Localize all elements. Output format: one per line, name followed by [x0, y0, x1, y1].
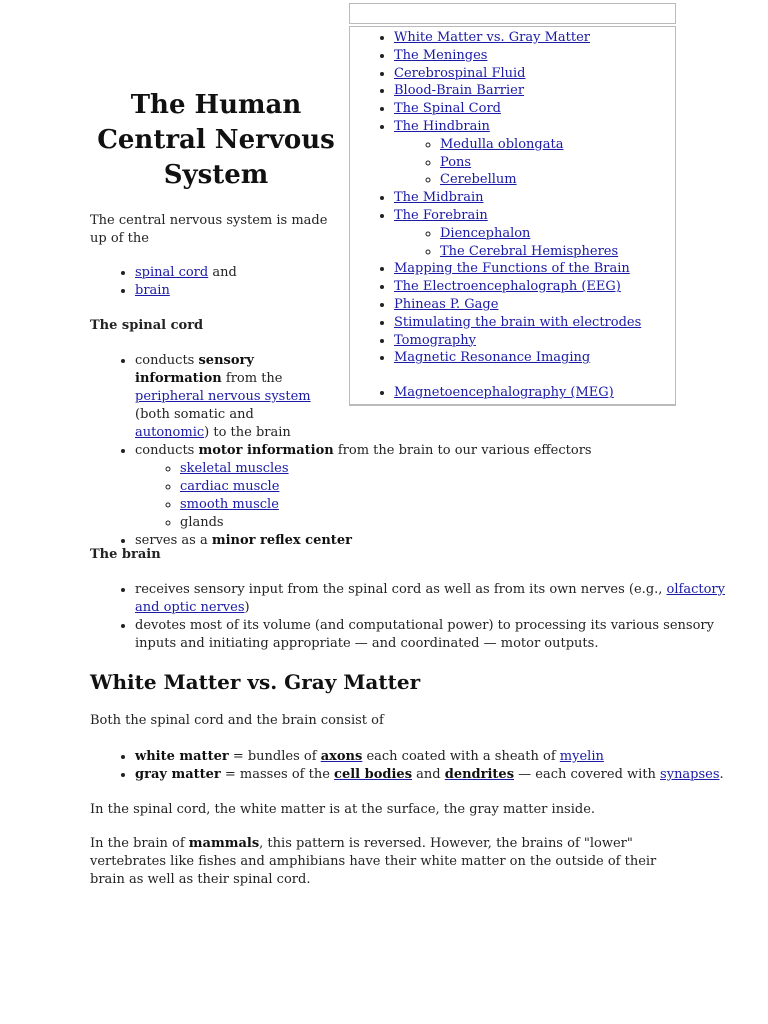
list-item: [180, 478, 735, 496]
toc-sublink[interactable]: The Cerebral Hemispheres: [440, 243, 619, 259]
text: .: [719, 767, 724, 782]
spinal-cord-link[interactable]: spinal cord: [135, 265, 209, 280]
toc-subitem: [440, 171, 675, 189]
text: , this pattern is reversed. However, the brains of "lower" vertebrates like fishes and amphibians have their white matter on the outside of their brain as well as their spinal cord.: [90, 836, 657, 887]
toc-link[interactable]: The Midbrain: [394, 190, 484, 206]
toc-item: [394, 260, 675, 278]
toc-sublist: [394, 225, 675, 261]
toc-sublink[interactable]: Diencephalon: [440, 225, 531, 241]
text: each coated with a sheath of: [362, 749, 560, 764]
text: (both somatic and: [135, 407, 254, 422]
and-text: and: [208, 265, 237, 280]
list-item: [180, 496, 735, 514]
olfactory-optic-nerves-link[interactable]: olfactory and optic nerves: [135, 582, 725, 615]
toc-item: [394, 65, 675, 83]
brain-list: [90, 581, 735, 653]
text: ): [244, 600, 250, 615]
wm-intro-text: Both the spinal cord and the brain consist of: [90, 713, 384, 728]
toc-header-box: [349, 3, 676, 24]
bold-text: motor information: [198, 443, 334, 458]
toc-link[interactable]: The Forebrain: [394, 207, 488, 223]
brain-link[interactable]: brain: [135, 283, 170, 298]
synapses-link[interactable]: synapses: [660, 767, 720, 782]
cell-bodies-text: cell bodies: [334, 767, 413, 782]
toc-item: [394, 314, 675, 332]
intro-list: [90, 264, 385, 300]
list-item: [135, 442, 735, 532]
text: = masses of the: [220, 767, 335, 782]
text: In the brain of: [90, 836, 189, 851]
text: — each covered with: [514, 767, 661, 782]
toc-subitem: [440, 243, 675, 261]
paragraph: [90, 835, 690, 889]
toc-item: [394, 118, 675, 189]
autonomic-link[interactable]: autonomic: [135, 425, 205, 440]
peripheral-nervous-system-link[interactable]: peripheral nervous system: [135, 389, 311, 404]
list-item: [180, 460, 735, 478]
brain-label: The brain: [90, 547, 161, 562]
bold-text: white matter: [135, 749, 229, 764]
bold-text: gray matter: [135, 767, 221, 782]
axons-link[interactable]: [321, 749, 363, 764]
dendrites-text: dendrites: [444, 767, 515, 782]
text: conducts: [135, 353, 199, 368]
toc-sublink[interactable]: Pons: [440, 154, 472, 170]
list-item: [135, 264, 385, 282]
toc-item: [394, 100, 675, 118]
toc-link[interactable]: Magnetoencephalography (MEG): [394, 385, 614, 401]
toc-link[interactable]: Tomography: [394, 332, 476, 348]
list-item: [135, 748, 735, 766]
list-item: [135, 352, 735, 442]
myelin-link[interactable]: myelin: [559, 749, 604, 764]
text: receives sensory input from the spinal cord as well as from its own nerves (e.g.,: [135, 582, 667, 597]
list-item: [135, 282, 385, 300]
toc-link[interactable]: The Spinal Cord: [394, 101, 501, 117]
skeletal-muscles-link[interactable]: skeletal muscles: [180, 461, 289, 476]
toc-item: [394, 207, 675, 260]
table-of-contents: [347, 0, 678, 406]
white-gray-matter-heading: White Matter vs. Gray Matter: [90, 670, 421, 694]
toc-sublink[interactable]: Cerebellum: [440, 172, 517, 188]
toc-link[interactable]: The Electroencephalograph (EEG): [394, 279, 621, 295]
toc-link[interactable]: Magnetic Resonance Imaging: [394, 350, 591, 366]
glands-text: glands: [180, 515, 224, 530]
toc-item: [394, 278, 675, 296]
toc-item: [394, 332, 675, 350]
toc-link[interactable]: The Meninges: [394, 47, 488, 63]
toc-link[interactable]: Mapping the Functions of the Brain: [394, 261, 630, 277]
matter-list: [90, 748, 735, 784]
toc-item: [394, 189, 675, 207]
toc-subitem: [440, 225, 675, 243]
cardiac-muscle-link[interactable]: cardiac muscle: [180, 479, 280, 494]
text: = bundles of: [228, 749, 321, 764]
toc-list-box: [349, 26, 676, 406]
toc-link[interactable]: White Matter vs. Gray Matter: [394, 30, 591, 45]
toc-sublist: [394, 136, 675, 189]
list-item: [180, 514, 735, 532]
text: from the: [221, 371, 283, 386]
toc-link[interactable]: The Hindbrain: [394, 118, 490, 134]
smooth-muscle-link[interactable]: smooth muscle: [180, 497, 279, 512]
text: and: [412, 767, 445, 782]
spinal-cord-label: The spinal cord: [90, 318, 204, 333]
bold-text: sensory information: [135, 353, 254, 386]
intro-text: The central nervous system is made up of the: [90, 213, 328, 246]
list-item: [135, 766, 735, 784]
toc-link[interactable]: Blood-Brain Barrier: [394, 83, 525, 99]
list-item: [135, 581, 735, 617]
paragraph: In the spinal cord, the white matter is at the surface, the gray matter inside.: [90, 802, 596, 817]
cell-bodies-link[interactable]: [334, 767, 412, 782]
text: ) to the brain: [204, 425, 291, 440]
toc-item: [394, 82, 675, 100]
text: from the brain to our various effectors: [333, 443, 592, 458]
text: conducts: [135, 443, 199, 458]
toc-subitem: [440, 154, 675, 172]
text: serves as a: [135, 533, 212, 548]
toc-link[interactable]: Stimulating the brain with electrodes: [394, 314, 642, 330]
list-item: [135, 532, 735, 550]
toc-subitem: [440, 136, 675, 154]
toc-item: [394, 47, 675, 65]
toc-link[interactable]: Phineas P. Gage: [394, 296, 499, 312]
bold-text: minor reflex center: [211, 533, 352, 548]
toc-link[interactable]: Cerebrospinal Fluid: [394, 65, 526, 81]
toc-sublink[interactable]: Medulla oblongata: [440, 136, 564, 152]
effectors-list: [135, 460, 735, 532]
spinal-cord-list: [90, 352, 735, 550]
dendrites-link[interactable]: [445, 767, 514, 782]
toc-item: [394, 29, 675, 47]
page-title: The Human Central Nervous System: [97, 90, 335, 190]
list-item: • devotes most of its volume (and computational power) to processing its various sensory inputs and initiating appropriate — and coordinated — motor outputs.: [135, 617, 735, 653]
toc-item: [394, 296, 675, 314]
bold-text: mammals: [188, 836, 260, 851]
toc-list: [350, 29, 675, 402]
axons-text: axons: [320, 749, 363, 764]
